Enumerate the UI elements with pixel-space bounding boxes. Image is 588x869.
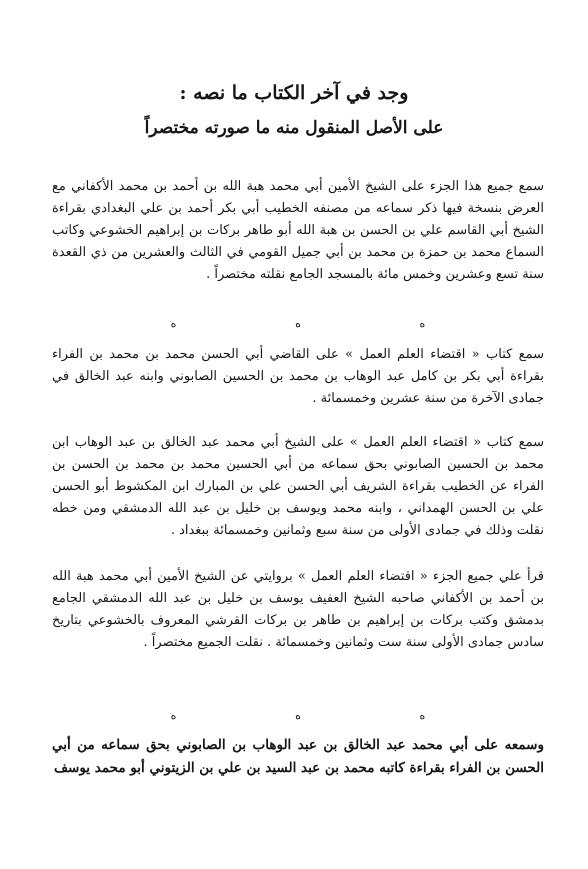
separator-mark: ه <box>419 709 426 722</box>
separator-mark: ه <box>295 317 301 330</box>
paragraph-samaa-1: سمع جميع هذا الجزء على الشيخ الأمين أبي محمد هبة الله بن أحمد بن محمد الأكفاني مع العرض بنسخة فيها ذكر سماعه من مصنفه الخطيب أبي بكر أحمد بن علي البغدادي بقراءة الشيخ أبي القاسم علي بن الحسن بن هبة الله أبو طاهر بركات بن إبراهيم الخشوعي وكاتب السماع محمد بن حمزة بن محمد بن أبي جميل القومي في الثالث والعشرين من ذي القعدة سنة تسع وعشرين وخمس مائة بالمسجد الجامع نقلته مختصراً . <box>52 179 544 282</box>
section-separator <box>52 317 544 330</box>
page-subheading: على الأصل المنقول منه ما صورته مختصراً <box>144 118 444 138</box>
section-separator <box>52 709 544 722</box>
paragraph-samaa-3: سمع كتاب « اقتضاء العلم العمل » على الشيخ أبي محمد عبد الخالق بن عبد الوهاب ابن محمد بن الحسين الصابوني بحق سماعه من أبي الحسين محمد بن محمد بن الحسن بن الفراء عن الخطيب بقراءة الشريف أبي الحسن علي بن المبارك ابن المكشوط أبو الحسن علي بن الحسن الهمداني ، وابنه محمد ويوسف بن خليل بن عبد الله الدمشقي ومن خطه نقلت وذلك في جمادى الأولى من سنة سبع وثمانين وخمسمائة ببغداد . <box>52 435 544 538</box>
paragraph-samaa-5: وسمعه على أبي محمد عبد الخالق بن عبد الوهاب بن الصابوني بحق سماعه من أبي الحسن بن الفراء بقراءة كاتبه محمد بن عبد السيد بن علي بن الزيتوني أبو محمد يوسف <box>52 737 544 776</box>
separator-mark: ه <box>170 709 177 722</box>
page-heading: وجد في آخر الكتاب ما نصه : <box>179 82 409 104</box>
paragraph-samaa-2: سمع كتاب « اقتضاء العلم العمل » على القاضي أبي الحسن محمد بن محمد بن الفراء بقراءة أبي بكر بن كامل عبد الوهاب بن محمد بن الحسين الصابوني وابنه عبد الخالق في جمادى الآخرة من سنة عشرين وخمسمائة . <box>52 347 544 406</box>
separator-mark: ه <box>295 709 301 722</box>
paragraph-samaa-4: قرأ علي جميع الجزء « اقتضاء العلم العمل » بروايتي عن الشيخ الأمين أبي محمد هبة الله بن أحمد بن الأكفاني صاحبه الشيخ العفيف يوسف بن خليل بن عبد الله الدمشقي الجامع بدمشق وكتب بركات بن إبراهيم بن طاهر بن بركات القرشي المعروف بالخشوعي بتاريخ سادس جمادى الأولى سنة ست وثمانين وخمسمائة . نقلت الجميع مختصراً . <box>52 569 544 650</box>
separator-mark: ه <box>170 317 177 330</box>
separator-mark: ه <box>419 317 426 330</box>
